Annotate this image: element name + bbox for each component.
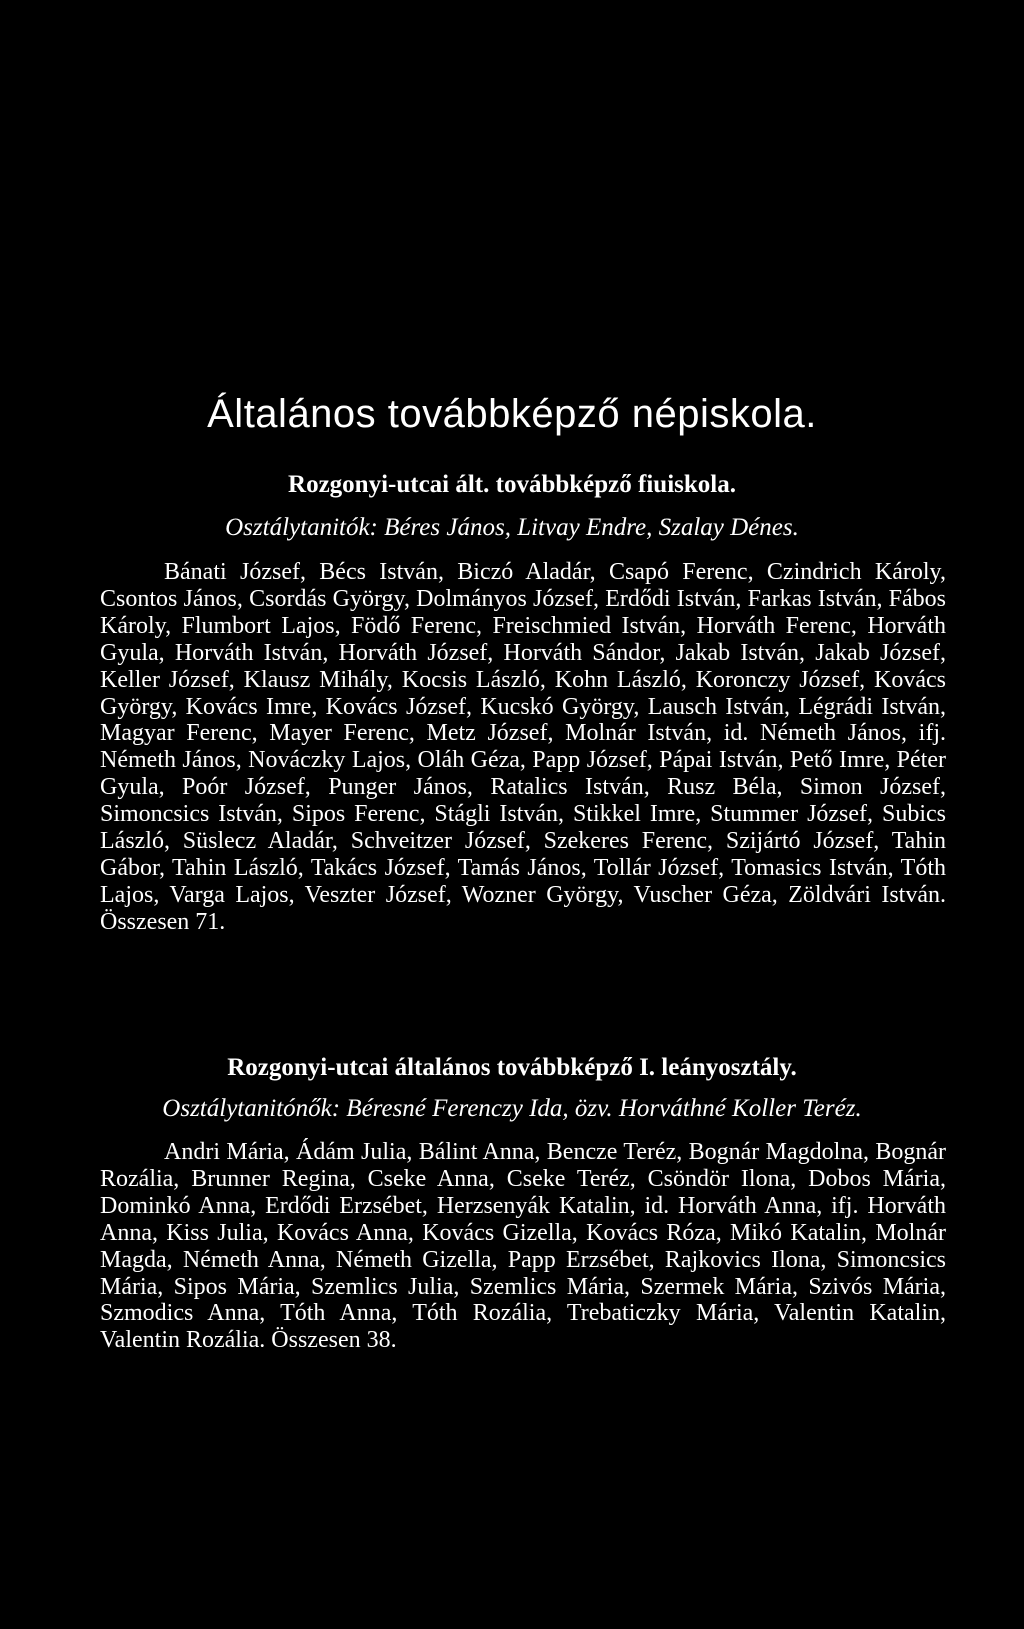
girls-class-student-names: Andri Mária, Ádám Julia, Bálint Anna, Bencze Teréz, Bognár Magdolna, Bognár Rozália, Brunner Regina, Cseke Anna, Cseke Teréz, Csöndör Ilona, Dobos Mária, Dominkó Anna, Erdődi Erzsébet, Herzsenyák Katalin, id. Horváth Anna, ifj. Horváth Anna, Kiss Julia, Kovács Anna, Kovács Gizella, Kovács Róza, Mikó Katalin, Molnár Magda, Németh Anna, Németh Gizella, Papp Erzsébet, Rajkovics Ilona, Simoncsics Mária, Sipos Mária, Szemlics Julia, Szemlics Mária, Szermek Mária, Szivós Mária, Szmodics Anna, Tóth Anna, Tóth Rozália, Trebaticzky Mária, Valentin Katalin, Valentin Rozália. [100,1139,946,1354]
girls-class-total: Összesen 38. [271,1327,397,1354]
girls-class-teachers: Osztálytanitónők: Béresné Ferenczy Ida, özv. Horváthné Koller Teréz. [162,1095,862,1122]
girls-class-heading: Rozgonyi-utcai általános továbbképző I. leányosztály. [227,1054,797,1081]
boys-school-heading: Rozgonyi-utcai ált. továbbképző fiuiskola. [288,471,736,498]
boys-school-student-list [100,559,946,936]
boys-school-total: Összesen 71. [100,908,226,935]
boys-school-student-names: Bánati József, Bécs István, Biczó Aladár, Csapó Ferenc, Czindrich Károly, Csontos János, Csordás György, Dolmányos József, Erdődi István, Farkas István, Fábos Károly, Flumbort Lajos, Födő Ferenc, Freischmied István, Horváth Ferenc, Horváth Gyula, Horváth István, Horváth József, Horváth Sándor, Jakab István, Jakab József, Keller József, Klausz Mihály, Kocsis László, Kohn László, Koronczy József, Kovács György, Kovács Imre, Kovács József, Kucskó György, Lausch István, Légrádi István, Magyar Ferenc, Mayer Ferenc, Metz József, Molnár István, id. Németh János, ifj. Németh János, Nováczky Lajos, Oláh Géza, Papp József, Pápai István, Pető Imre, Péter Gyula, Poór József, Punger János, Ratalics István, Rusz Béla, Simon József, Simoncsics István, Sipos Ferenc, Stágli István, Stikkel Imre, Stummer József, Subics László, Süslecz Aladár, Schveitzer József, Szekeres Ferenc, Szijártó József, Tahin Gábor, Tahin László, Takács József, Tamás János, Tollár József, Tomasics István, Tóth Lajos, Varga Lajos, Veszter József, Wozner György, Vuscher Géza, Zöldvári István. [100,559,946,908]
page-title: Általános továbbképző népiskola. [207,392,817,436]
boys-school-teachers: Osztálytanitók: Béres János, Litvay Endre, Szalay Dénes. [225,514,799,541]
girls-class-student-list [100,1139,946,1354]
